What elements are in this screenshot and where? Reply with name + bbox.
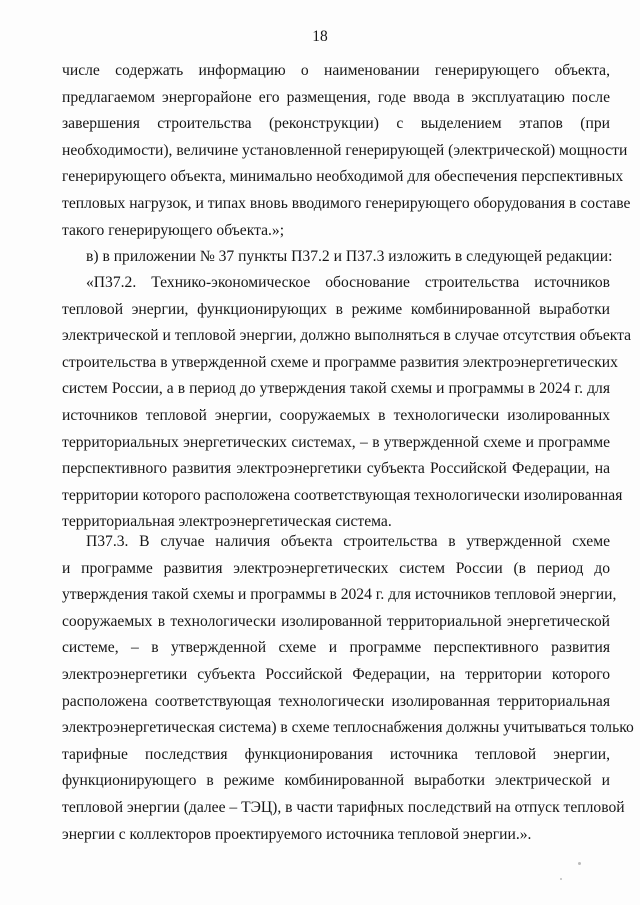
text-line: систем России, а в период до утверждения такой схемы и программы в 2024 г. для: [62, 380, 610, 398]
scan-speck: [578, 862, 581, 865]
text-line: системе, – в утвержденной схеме и программе перспективного развития: [62, 639, 610, 657]
paragraph-continuation: [62, 58, 631, 244]
text-line: энергии с коллекторов проектируемого источника тепловой энергии.».: [62, 825, 532, 843]
text-line: такого генерирующего объекта.»;: [62, 221, 285, 239]
page-number: 18: [312, 28, 328, 45]
text-line: перспективного развития электроэнергетики субъекта Российской Федерации, на: [62, 460, 610, 478]
text-line: и программе развития электроэнергетических систем России (в период до: [62, 559, 610, 577]
text-line: расположена соответствующая технологически изолированная территориальная: [62, 692, 610, 710]
text-line: завершения строительства (реконструкции) с выделением этапов (при: [62, 115, 610, 133]
text-line: предлагаемом энергорайоне его размещения, годе ввода в эксплуатацию после: [62, 88, 610, 106]
text-line: сооружаемых в технологически изолированной территориальной энергетической: [62, 612, 610, 630]
paragraph-p37-3: [62, 529, 634, 848]
text-line: функционирующего в режиме комбинированной выработки электрической и: [62, 772, 610, 790]
text-line: электрической и тепловой энергии, должно выполняться в случае отсутствия объекта: [62, 327, 632, 345]
text-line: тепловых нагрузок, и типах вновь вводимого генерирующего оборудования в составе: [62, 194, 631, 212]
text-line: строительства в утвержденной схеме и программе развития электроэнергетических: [62, 353, 618, 371]
text-line: тепловой энергии (далее – ТЭЦ), в части тарифных последствий на отпуск тепловой: [62, 798, 625, 816]
text-line: числе содержать информацию о наименовании генерирующего объекта,: [62, 62, 610, 79]
text-line: территории которого расположена соответствующая технологически изолированная: [62, 486, 623, 504]
text-line: электроэнергетики субъекта Российской Федерации, на территории которого: [62, 665, 610, 683]
text-line: генерирующего объекта, минимально необходимой для обеспечения перспективных: [62, 168, 624, 186]
text-line: тарифные последствия функционирования источника тепловой энергии,: [62, 745, 610, 763]
text-line: необходимости), величине установленной генерирующей (электрической) мощности: [62, 141, 628, 159]
scan-speck: [560, 878, 562, 880]
paragraph-p37-2: [62, 270, 632, 536]
text-line: утверждения такой схемы и программы в 2024 г. для источников тепловой энергии,: [62, 586, 617, 604]
text-line: П37.3. В случае наличия объекта строительства в утвержденной схеме: [86, 533, 610, 550]
text-line: электроэнергетическая система) в схеме теплоснабжения должны учитываться только: [62, 719, 634, 737]
text-line: источников тепловой энергии, сооружаемых в технологически изолированных: [62, 406, 610, 424]
text-line: территориальная электроэнергетическая система.: [62, 513, 392, 531]
text-line: территориальных энергетических системах, – в утвержденной схеме и программе: [62, 433, 610, 451]
text-line: тепловой энергии, функционирующих в режиме комбинированной выработки: [62, 300, 610, 318]
text-line: в) в приложении № 37 пункты П37.2 и П37.3 изложить в следующей редакции:: [86, 248, 613, 265]
paragraph-amendment-intro: [62, 244, 613, 271]
text-line: «П37.2. Технико-экономическое обоснование строительства источников: [86, 274, 610, 291]
